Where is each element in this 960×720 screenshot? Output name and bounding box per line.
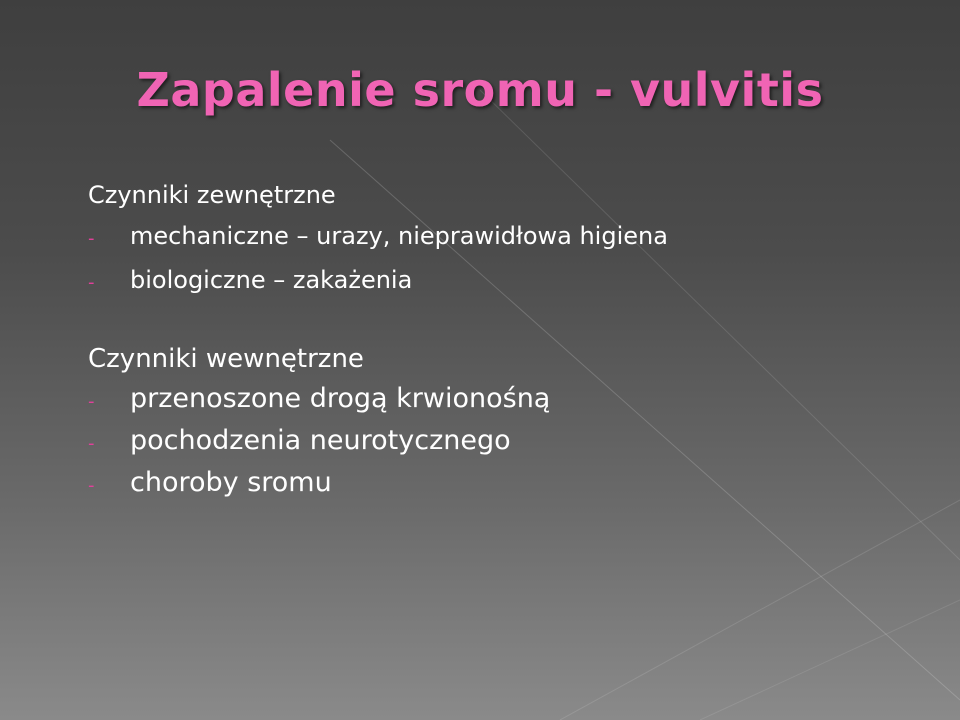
bullet-dash: -	[88, 391, 95, 412]
list-item	[88, 420, 908, 462]
bullet-dash: -	[88, 272, 95, 293]
list-item-text: mechaniczne – urazy, nieprawidłowa higiena	[130, 222, 668, 250]
section-heading-external: Czynniki zewnętrzne	[88, 181, 336, 209]
slide-title: Zapalenie sromu - vulvitis	[136, 63, 824, 117]
list-item	[88, 378, 908, 420]
list-item	[88, 214, 908, 258]
bullet-dash: -	[88, 433, 95, 454]
bullet-dash: -	[88, 475, 95, 496]
list-item	[88, 462, 908, 504]
slide-content	[88, 176, 908, 504]
list-item-text: przenoszone drogą krwionośną	[130, 383, 551, 414]
list-item	[88, 258, 908, 302]
bullet-dash: -	[88, 228, 95, 249]
section-heading-internal: Czynniki wewnętrzne	[88, 344, 364, 374]
list-item-text: biologiczne – zakażenia	[130, 266, 413, 294]
list-item-text: choroby sromu	[130, 467, 332, 498]
list-item-text: pochodzenia neurotycznego	[130, 425, 511, 456]
